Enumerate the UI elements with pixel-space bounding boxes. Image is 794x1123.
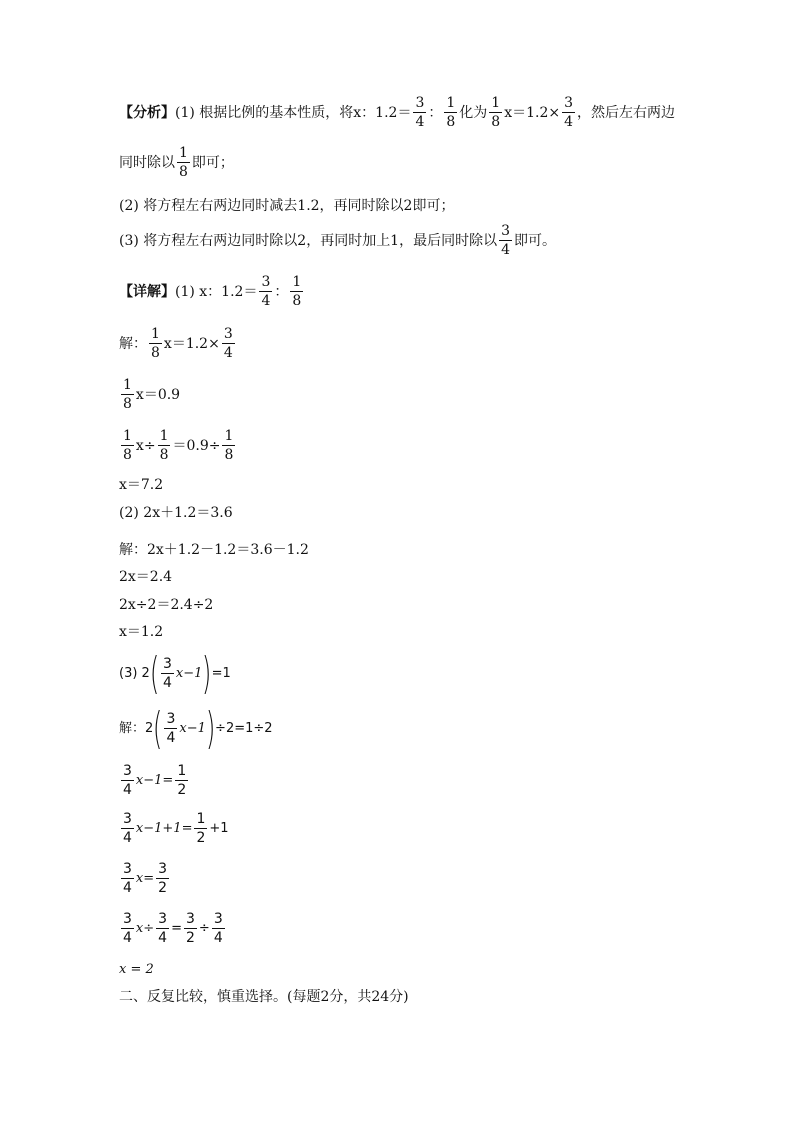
equation-text: (2) 2x＋1.2＝3.6 [119, 505, 233, 521]
section-heading [119, 990, 409, 1004]
analysis-line-4 [119, 224, 556, 257]
fraction: $\frac{1}{8}$ [446, 95, 456, 130]
fraction: $\frac{3}{4}$ [123, 861, 132, 896]
analysis-line-2 [119, 146, 234, 179]
detail-p3-title [119, 648, 231, 699]
equation-text: 解： [119, 335, 147, 352]
analysis-line-3 [119, 199, 454, 213]
fraction: $\frac{1}{2}$ [196, 811, 206, 846]
right-paren: ) [202, 648, 212, 699]
detail-p1-step-1 [119, 327, 237, 360]
detail-p1-title [119, 275, 305, 308]
equation-text: +1 [209, 821, 229, 836]
detail-p1-step-3 [119, 429, 237, 462]
equation-text: 解：2x＋1.2－1.2＝3.6－1.2 [119, 542, 309, 558]
equation-text: x＝7.2 [119, 477, 164, 493]
fraction: $\frac{3}{4}$ [223, 326, 233, 361]
analysis-text: (1) 根据比例的基本性质，将x：1.2＝ [175, 104, 412, 121]
equation-text: ＝0.9÷ [172, 437, 221, 454]
detail-p3-step-2 [119, 764, 190, 797]
fraction: $\frac{3}{4}$ [123, 763, 132, 798]
detail-p3-step-1 [119, 703, 273, 754]
fraction: $\frac{3}{4}$ [564, 95, 574, 130]
fraction: $\frac{1}{8}$ [292, 274, 302, 309]
fraction: $\frac{3}{4}$ [163, 656, 172, 692]
fraction: $\frac{1}{8}$ [224, 428, 234, 463]
equation-text: ： [274, 283, 289, 300]
fraction: $\frac{3}{2}$ [158, 861, 168, 896]
analysis-text: x＝1.2× [504, 104, 561, 121]
analysis-text: ，然后左右两边 [577, 104, 676, 121]
equation-text: x−1= [135, 773, 174, 788]
fraction: $\frac{3}{4}$ [123, 811, 132, 846]
equation-text: ÷2=1÷2 [215, 721, 273, 737]
fraction: $\frac{1}{8}$ [123, 428, 132, 463]
detail-p2-step-4 [119, 625, 163, 639]
equation-text: x= [135, 871, 155, 886]
analysis-text: 同时除以 [119, 154, 175, 171]
fraction: $\frac{1}{8}$ [491, 95, 501, 130]
fraction: $\frac{1}{8}$ [151, 326, 160, 361]
left-paren: ( [153, 703, 163, 754]
analysis-text: 即可； [191, 154, 234, 171]
analysis-text: (2) 将方程左右两边同时减去1.2，再同时除以2即可； [119, 198, 455, 214]
equation-text: x−1+1= [135, 821, 193, 836]
detail-p3-step-3 [119, 812, 229, 845]
equation-text: (1) x：1.2＝ [175, 283, 258, 300]
fraction: $\frac{1}{8}$ [179, 145, 188, 180]
right-paren: ) [205, 703, 216, 754]
section-heading-text: 二、反复比较，慎重选择。(每题2分，共24分) [119, 989, 409, 1005]
detail-p2-step-3 [119, 598, 213, 612]
equation-text: =1 [211, 666, 231, 682]
equation-text: (3) 2 [119, 666, 150, 682]
detail-p1-step-4 [119, 478, 163, 492]
detail-p1-step-2 [119, 378, 180, 411]
equation-text: x = 2 [119, 962, 154, 977]
equation-text: 2x÷2＝2.4÷2 [119, 597, 214, 613]
equation-text: = [171, 921, 182, 936]
fraction: $\frac{1}{2}$ [177, 763, 187, 798]
analysis-text: ： [428, 104, 443, 121]
fraction: $\frac{3}{4}$ [501, 223, 511, 258]
analysis-text: (3) 将方程左右两边同时除以2，再同时加上1，最后同时除以 [119, 232, 498, 249]
detail-p2-step-2 [119, 570, 172, 584]
analysis-line-1 [119, 96, 675, 129]
detail-label: 【详解】 [119, 283, 175, 300]
detail-p2-step-1 [119, 543, 309, 557]
detail-p2-title [119, 506, 233, 520]
fraction: $\frac{3}{4}$ [158, 911, 168, 946]
fraction: $\frac{3}{4}$ [123, 911, 132, 946]
detail-p3-step-6 [119, 963, 154, 976]
equation-text: 解：2 [119, 721, 154, 737]
fraction: $\frac{3}{4}$ [213, 911, 223, 946]
equation-text: ÷ [198, 921, 210, 936]
equation-text: x−1 [179, 721, 206, 737]
fraction: $\frac{1}{8}$ [123, 377, 132, 412]
analysis-text: 即可。 [514, 232, 557, 249]
analysis-label: 【分析】 [119, 104, 175, 121]
equation-text: x−1 [175, 666, 203, 682]
fraction: $\frac{3}{4}$ [415, 95, 425, 130]
detail-p3-step-5 [119, 912, 227, 945]
equation-text: 2x＝2.4 [119, 569, 173, 585]
equation-text: x÷ [135, 921, 155, 936]
equation-text: x＝1.2× [163, 335, 220, 352]
fraction: $\frac{3}{2}$ [185, 911, 195, 946]
analysis-text: 化为 [459, 104, 488, 121]
left-paren: ( [149, 648, 160, 699]
fraction: $\frac{1}{8}$ [159, 428, 169, 463]
fraction: $\frac{3}{4}$ [261, 274, 271, 309]
fraction: $\frac{3}{4}$ [166, 711, 176, 747]
detail-p3-step-4 [119, 862, 171, 895]
equation-text: x÷ [135, 437, 156, 454]
equation-text: x＝0.9 [135, 386, 181, 403]
equation-text: x＝1.2 [119, 624, 164, 640]
